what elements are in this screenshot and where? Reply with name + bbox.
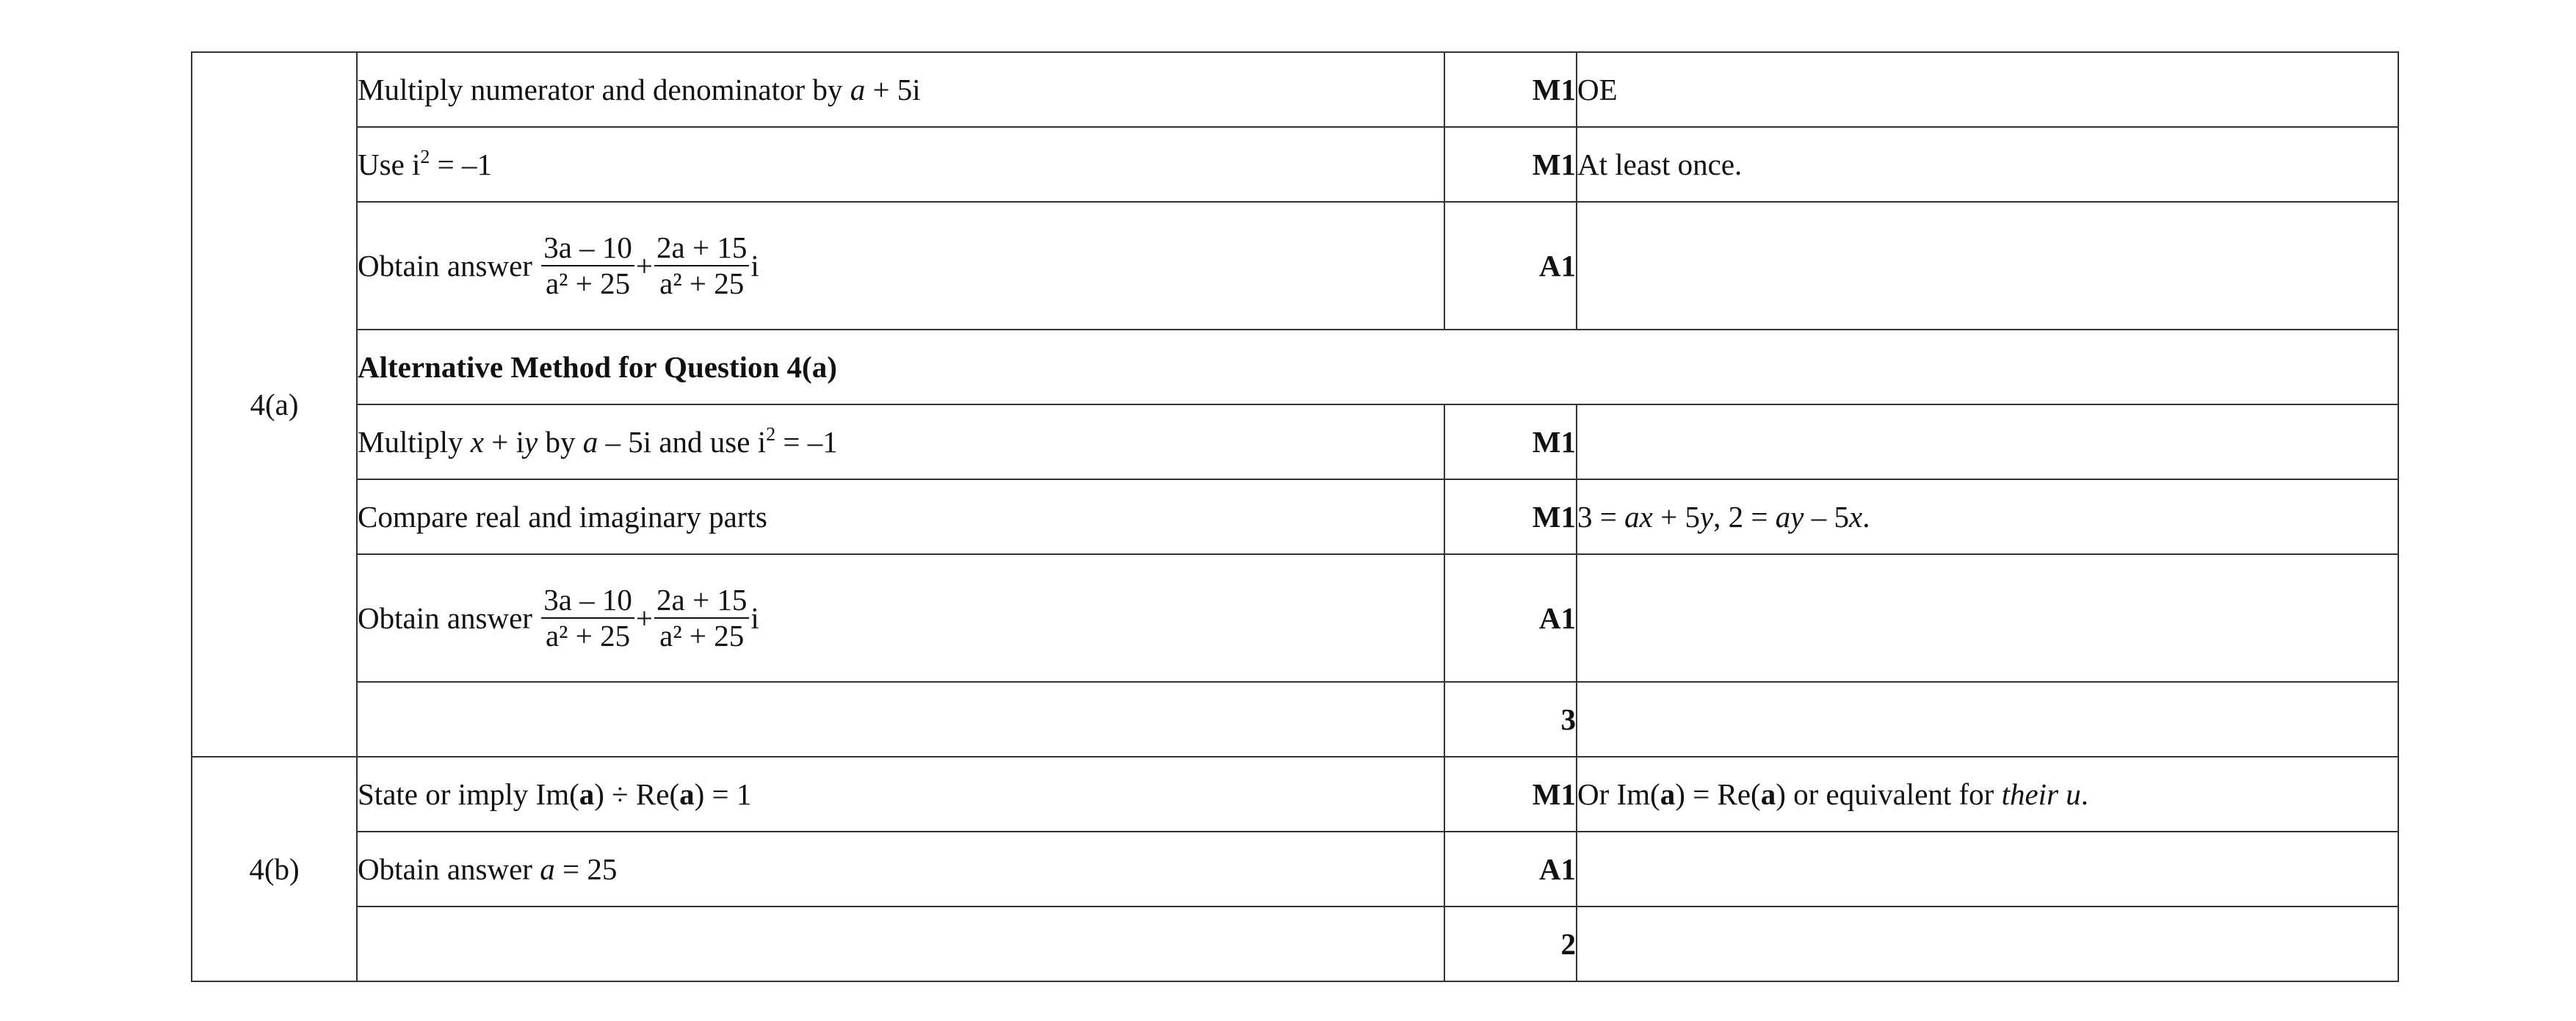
table-row xyxy=(192,202,2398,330)
answer-cell xyxy=(357,682,1444,757)
total-mark-cell: 3 xyxy=(1444,682,1577,757)
mark-cell: A1 xyxy=(1444,832,1577,906)
table-row xyxy=(192,127,2398,202)
answer-cell: Use $i^2 = -1$ xyxy=(357,127,1444,202)
mark-cell: M1 xyxy=(1444,757,1577,832)
question-label: 4(a) xyxy=(192,52,357,757)
total-mark-cell: 2 xyxy=(1444,906,1577,981)
mark-cell: M1 xyxy=(1444,479,1577,554)
table-row xyxy=(192,404,2398,479)
fraction-imag: $\frac{2a + 15}{\text{a² + 25}}$ xyxy=(654,584,749,652)
guidance-cell xyxy=(1577,202,2398,330)
guidance-cell: OE xyxy=(1577,52,2398,127)
answer-cell: Multiply x + iy by a – 5i and use $i^2 = -1$ xyxy=(357,404,1444,479)
mark-scheme-table xyxy=(191,51,2399,982)
alt-method-heading: Alternative Method for Question 4(a) xyxy=(357,330,2398,404)
answer-cell: Multiply numerator and denominator by a + 5i xyxy=(357,52,1444,127)
mark-cell: M1 xyxy=(1444,52,1577,127)
mark-cell: M1 xyxy=(1444,404,1577,479)
guidance-cell: At least once. xyxy=(1577,127,2398,202)
guidance-cell xyxy=(1577,682,2398,757)
table-row xyxy=(192,757,2398,832)
fraction-imag: $\frac{2a + 15}{\text{a² + 25}}$ xyxy=(654,232,749,299)
guidance-cell xyxy=(1577,906,2398,981)
guidance-cell xyxy=(1577,832,2398,906)
answer-cell: State or imply Im(a) ÷ Re(a) = 1 xyxy=(357,757,1444,832)
answer-cell xyxy=(357,906,1444,981)
table-row xyxy=(192,906,2398,981)
table-row xyxy=(192,682,2398,757)
table-row xyxy=(192,479,2398,554)
mark-cell: M1 xyxy=(1444,127,1577,202)
guidance-cell: Or Im(a) = Re(a) or equivalent for their u. xyxy=(1577,757,2398,832)
guidance-cell xyxy=(1577,404,2398,479)
table-row xyxy=(192,554,2398,682)
mark-cell: A1 xyxy=(1444,554,1577,682)
fraction-real: $\frac{3a - 10}{\text{a² + 25}}$ xyxy=(541,584,634,652)
answer-cell: Obtain answer $\frac{3a - 10}{\text{a² + 25}}$ + $\frac{2a + 15}{\text{a² + 25}}$ i xyxy=(357,202,1444,330)
answer-cell: Obtain answer $\frac{3a - 10}{\text{a² + 25}}$ + $\frac{2a + 15}{\text{a² + 25}}$ i xyxy=(357,554,1444,682)
answer-cell: Compare real and imaginary parts xyxy=(357,479,1444,554)
answer-cell: Obtain answer a = 25 xyxy=(357,832,1444,906)
mark-cell: A1 xyxy=(1444,202,1577,330)
question-label: 4(b) xyxy=(192,757,357,981)
table-row xyxy=(192,52,2398,127)
guidance-cell: 3 = ax + 5y, 2 = ay – 5x. xyxy=(1577,479,2398,554)
guidance-cell xyxy=(1577,554,2398,682)
table-row xyxy=(192,330,2398,404)
table-row xyxy=(192,832,2398,906)
fraction-real: $\frac{3a - 10}{\text{a² + 25}}$ xyxy=(541,232,634,299)
